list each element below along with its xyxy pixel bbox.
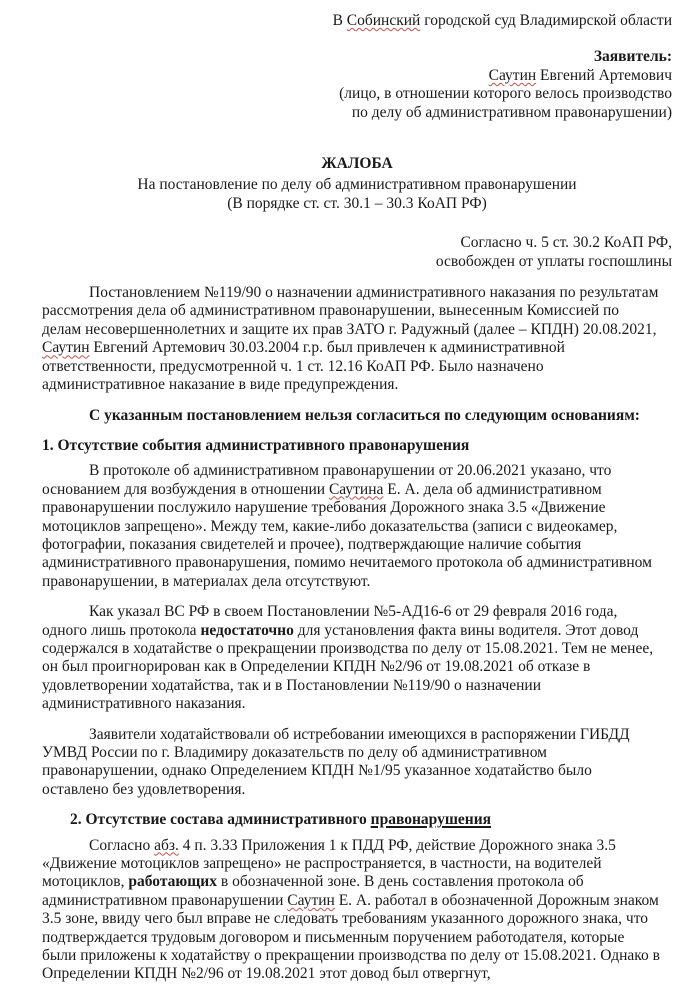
text-segment: В протоколе об административном правонарушении от 20.06.2021 указано, что основанием для возбуждения в отношении: [42, 462, 612, 498]
text-segment: 2. Отсутствие состава административного: [70, 811, 371, 829]
section-heading-1: [42, 437, 672, 455]
fee-note-line1: Согласно ч. 5 ст. 30.2 КоАП РФ,: [460, 234, 672, 252]
paragraph-disagreement-statement: [42, 407, 662, 425]
spellcheck-flagged-word: Собинский: [346, 12, 421, 29]
text-segment: 4 п. 3.33 Приложения 1 к ПДД РФ, действие Дорожного знака 3.5 «Движение мотоциклов запрещено» не распространяется, в частности, на водителей мотоциклов,: [42, 836, 616, 891]
text-segment: работающих: [128, 873, 217, 891]
paragraph-ruling-summary: [42, 284, 662, 394]
applicant-name: [42, 67, 672, 85]
text-segment: Как указал ВС РФ в своем Постановлении №5-АД16-6 от 29 февраля 2016 года, одного лишь протокола: [42, 603, 618, 639]
spellcheck-flagged-word: абз.: [154, 836, 179, 854]
procedure-reference: (В порядке ст. ст. 30.1 – 30.3 КоАП РФ): [227, 194, 487, 212]
text-segment: Евгений Артемович 30.03.2004 г.р. был привлечен к административной ответственности, предусмотренной ч. 1 ст. 12.16 КоАП РФ. Было назначено административное наказание в виде предупреждения.: [42, 339, 565, 394]
text-segment: 1. Отсутствие события административного правонарушения: [42, 436, 470, 454]
text-segment: в обозначенной зоне. В день составления протокола об административном правонарушении: [42, 873, 584, 909]
text-segment: недостаточно: [200, 621, 294, 639]
spellcheck-flagged-word: Саутин: [287, 891, 335, 909]
text-segment: правонарушения: [370, 811, 492, 829]
paragraph-no-corpus-delicti: [42, 837, 662, 984]
court-address-block: [42, 12, 672, 122]
fee-note-line2: освобожден от уплаты госпошлины: [435, 252, 672, 270]
applicant-description-line1: (лицо, в отношении которого велось производство: [339, 85, 672, 103]
document-title-block: [42, 155, 672, 213]
spellcheck-flagged-word: Саутин: [42, 339, 90, 357]
court-name-line: [42, 12, 672, 30]
text-segment: Постановлением №119/90 о назначении административного наказания по результатам рассмотрения дела об административном правонарушении, вынесенным Комиссией по делам несовершеннолетних и защите их прав ЗАТО г. Радужный (далее – КПДН) 20.08.2021,: [42, 284, 659, 338]
paragraph-supreme-court-reference: [42, 603, 662, 713]
applicant-label: Заявитель:: [593, 48, 672, 66]
document-body: [42, 284, 672, 984]
text-segment: Е. А. работал в обозначенной Дорожным знаком 3.5 зоне, ввиду чего был вправе не следовать требованиям указанного дорожного знака, что подтверждается трудовым договором и письменным поручением работодателя, которые были приложены к ходатайству о прекращении производства по делу от 15.08.2021. Однако в Определении КПДН №2/96 от 19.08.2021 этот довод был отвергнут,: [42, 891, 660, 983]
text-segment: городской суд Владимирской области: [420, 12, 672, 29]
spellcheck-flagged-word: Саутина: [328, 480, 384, 498]
text-segment: для установления факта вины водителя. Этот довод содержался в ходатайстве о прекращении производства по делу от 15.08.2021. Тем не менее, он был проигнорирован как в Определении КПДН №2/96 от 19.08.2021 об отказе в удовлетворении ходатайства, так и в Постановлении №119/90 о назначении административного наказания.: [42, 621, 654, 713]
text-segment: Е. А. дела об административном правонарушении послужило нарушение требования Дорожного знака 3.5 «Движение мотоциклов запрещено». Между тем, какие-либо доказательства (записи с видеокамер, фотографии, показания свидетелей и прочее), подтверждающие наличие события административного правонарушения, помимо нечитаемого протокола об административном правонарушении, в материалах дела отсутствуют.: [42, 480, 652, 590]
paragraph-evidence-request: [42, 726, 662, 800]
text-segment: Согласно: [89, 836, 155, 854]
section-heading-2: [70, 811, 672, 829]
text-segment: В: [332, 12, 347, 29]
document-title: ЖАЛОБА: [321, 155, 393, 173]
applicant-description-line2: по делу об административном правонарушении): [351, 103, 672, 121]
text-segment: Евгений Артемович: [536, 66, 672, 84]
document-subtitle: На постановление по делу об административном правонарушении: [137, 176, 577, 194]
paragraph-no-event-evidence: [42, 462, 662, 591]
spellcheck-flagged-word: Саутин: [488, 66, 537, 84]
text-segment: Заявители ходатайствовали об истребовании имеющихся в распоряжении ГИБДД УМВД России по г. Владимиру доказательств по делу об административном правонарушении, однако Определением КПДН №1/95 указанное ходатайство было оставлено без удовлетворения.: [42, 725, 630, 798]
text-segment: С указанным постановлением нельзя согласиться по следующим основаниям:: [89, 406, 640, 424]
fee-exemption-note: [42, 234, 672, 271]
